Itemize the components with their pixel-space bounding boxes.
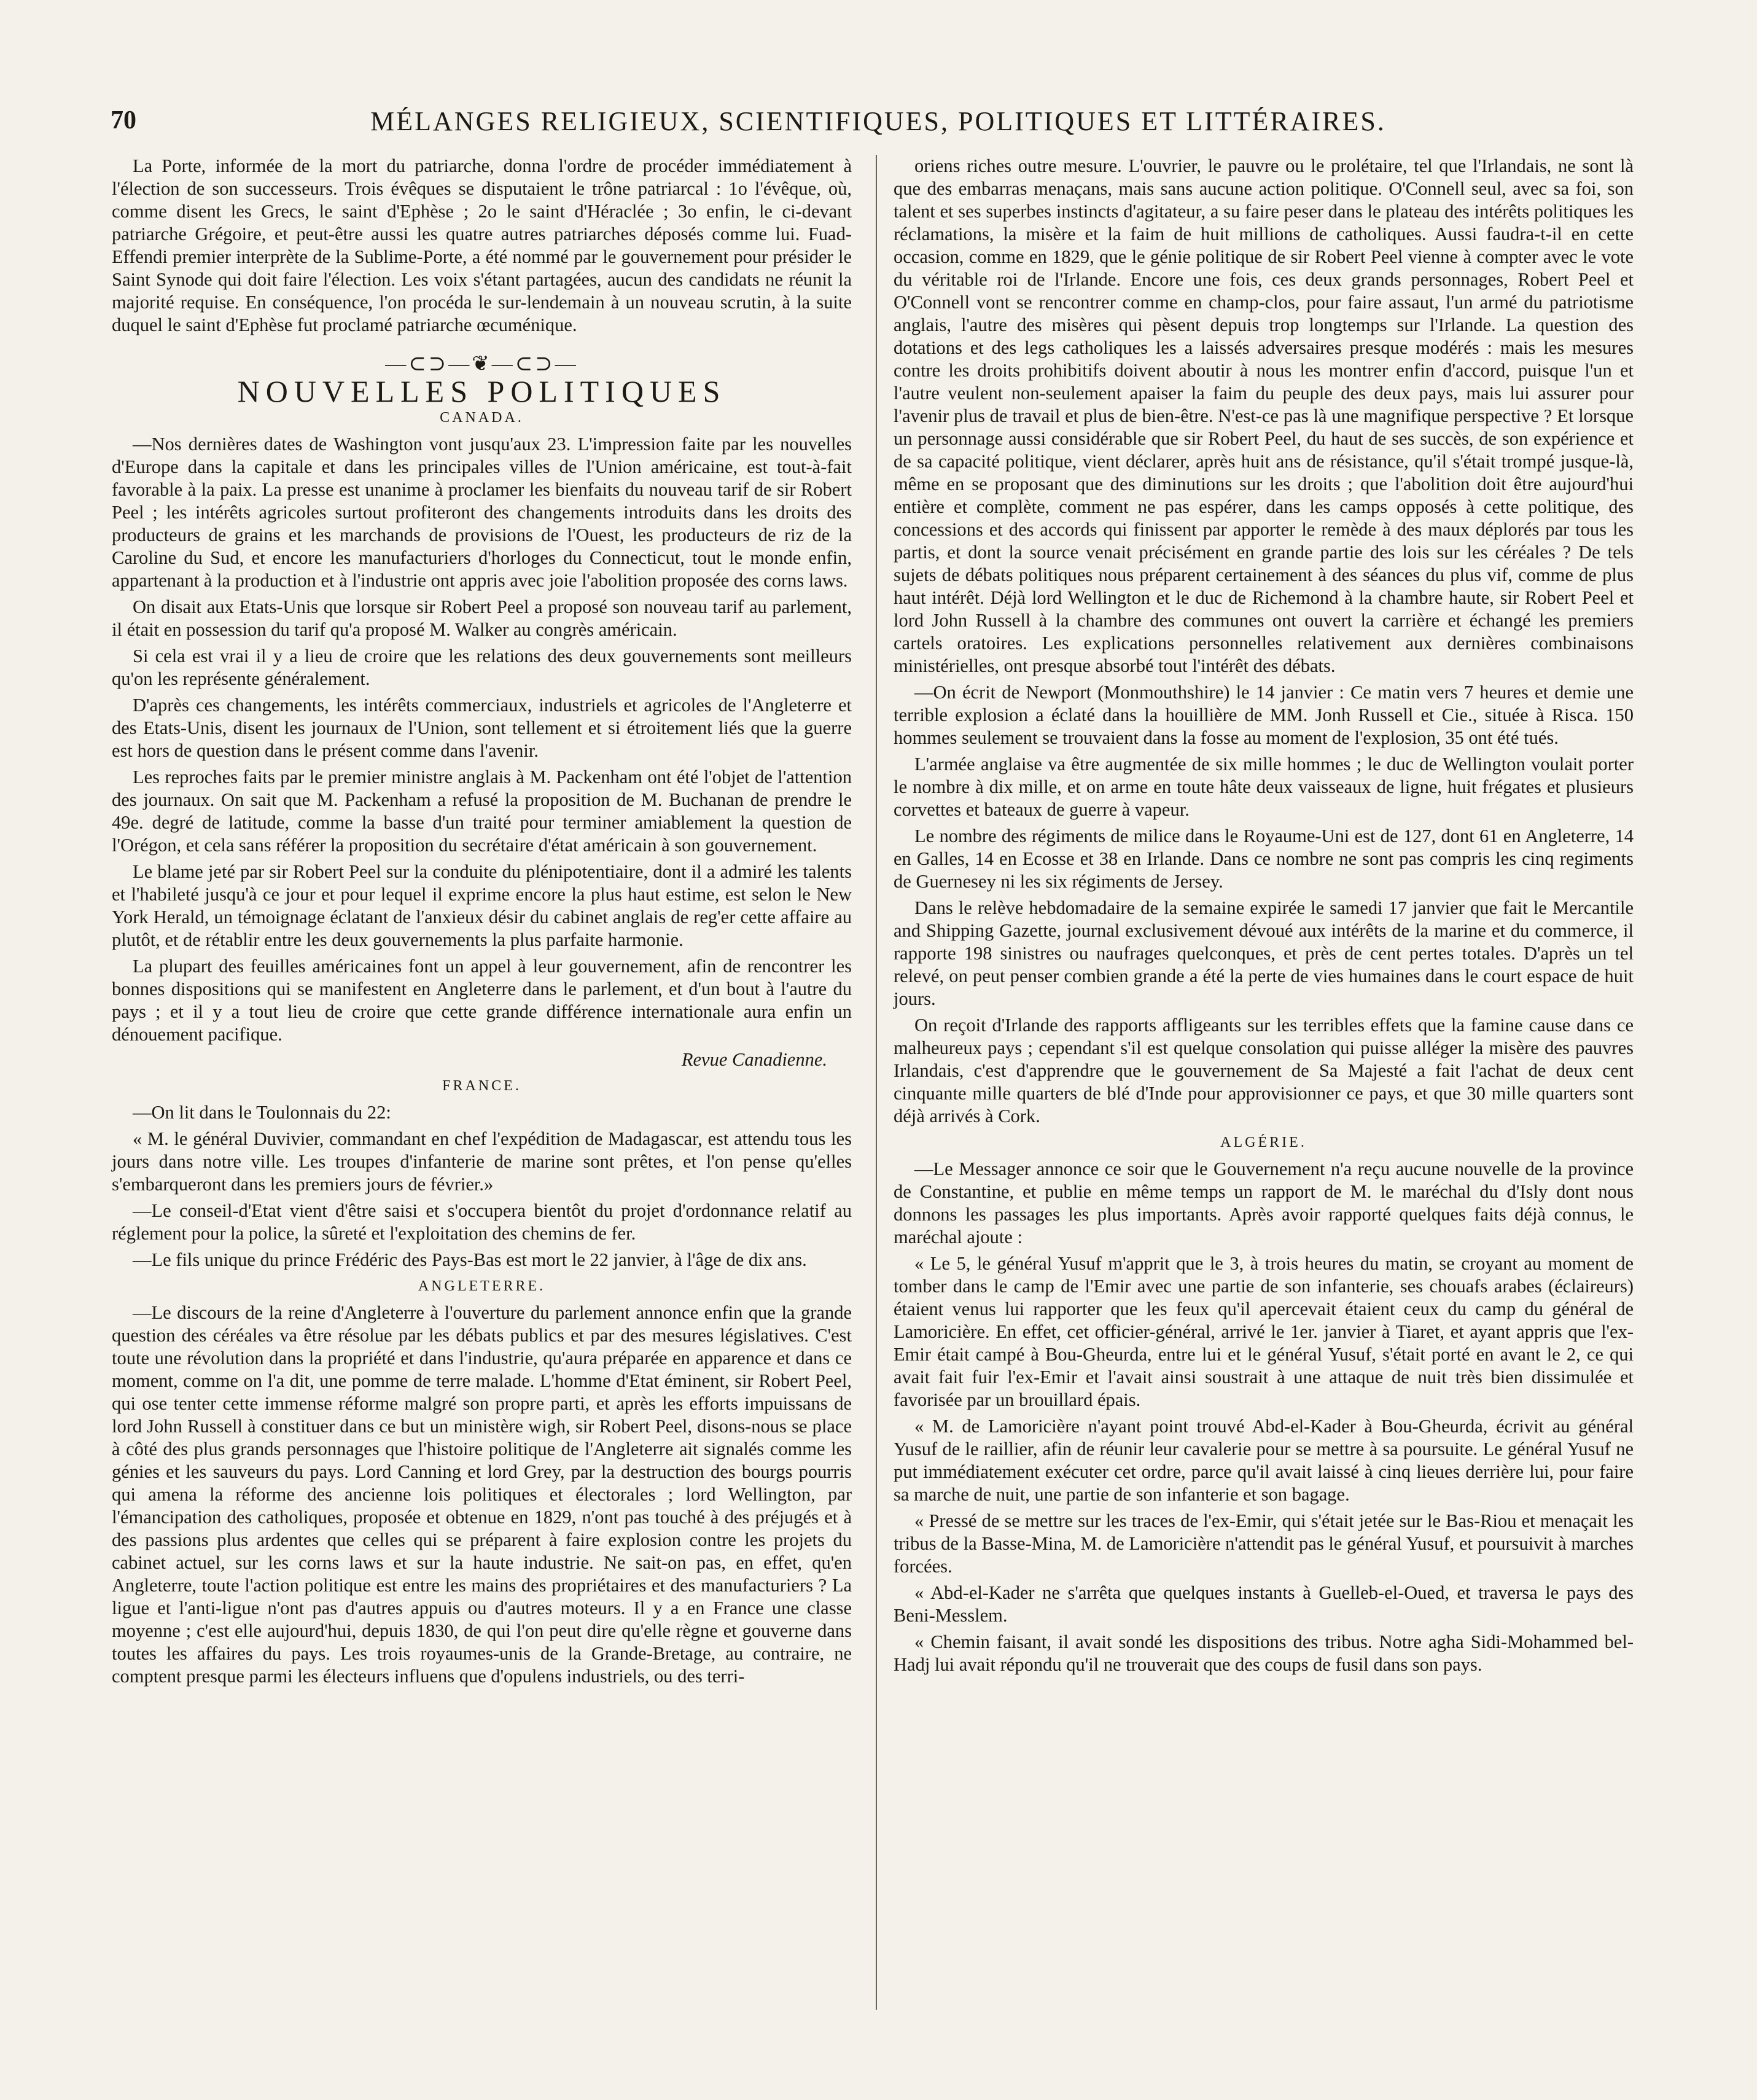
section-title: NOUVELLES POLITIQUES [237, 374, 727, 408]
algerie-paragraph: « Abd-el-Kader ne s'arrêta que quelques instants à Guelleb-el-Oued, et traversa le pays des Beni-Messlem. [894, 1582, 1634, 1626]
angleterre-heading: ANGLETERRE. [418, 1278, 546, 1294]
page-number: 70 [111, 106, 136, 135]
news-paragraph: Le nombre des régiments de milice dans le Royaume-Uni est de 127, dont 61 en Angleterre, 14 en Galles, 14 en Ecosse et 38 en Irlande. Dans ce nombre ne sont pas compris les cinq regiments de Guernesey ni les six régiments de Jersey. [894, 826, 1634, 892]
france-paragraph: « M. le général Duvivier, commandant en chef l'expédition de Madagascar, est attendu tous les jours dans notre ville. Les troupes d'infanterie de marine sont prêtes, et l'on pense qu'elles s'embarqueront dans les premiers jours de février.» [112, 1128, 852, 1195]
column-divider [876, 155, 877, 2010]
angleterre-continuation-paragraph: oriens riches outre mesure. L'ouvrier, le pauvre ou le prolétaire, tel que l'Irlandais, ne sont là que des embarras menaçans, mais sans aucune action politique. O'Connell seul, avec sa foi, son talent et ses superbes instincts d'agitateur, a su faire peser dans le plateau des intérêts politiques les réclamations, la misère et la faim de huit millions de catholiques. Aussi faudra-t-il en cette occasion, comme en 1829, que le génie politique de sir Robert Peel vienne à compter avec le vote du véritable roi de l'Irlande. Encore une fois, ces deux grands personnages, Robert Peel et O'Connell vont se rencontrer comme en champ-clos, pour faire assaut, l'un armé du patriotisme anglais, l'autre des misères qui pèsent depuis trop longtemps sur l'Irlande. La question des dotations et des legs catholiques les a laissés adversaires presque modérés : mais les mesures contre les droits prohibitifs doivent aboutir à nous les montrer enfin d'accord, puisque l'un et l'autre veulent non-seulement apaiser la faim du peuple des deux pays, mais lui assurer pour l'avenir plus de travail et plus de bien-être. N'est-ce pas là une magnifique perspective ? Et lorsque un personnage aussi considérable que sir Robert Peel, du haut de ses succès, de son expérience et de sa capacité politique, vient déclarer, après huit ans de résistance, qu'il s'était trompé jusque-là, même en se proposant que des diminutions sur les droits ; que l'abolition doit être aujourd'hui entière et complète, comment ne pas espérer, dans les camps opposés à cette politique, des concessions et des accords qui finissent par apporter le remède à des maux déplorés par tous les partis, et dont la source venait précisément en grande partie des lois sur les céréales ? De tels sujets de débats politiques nous préparent certainement à des séances du plus vif, comme de plus haut intérêt. Déjà lord Wellington et le duc de Richemond à la chambre haute, sir Robert Peel et lord John Russell à la chambre des communes ont ouvert la carrière et échangé les premiers cartels oratoires. Les explications personnelles relativement aux dernières combinaisons ministérielles, ont presque absorbé tout l'intérêt des débats. [894, 155, 1634, 676]
decorative-ornament: —⊂⊃—❦—⊂⊃— [385, 353, 579, 375]
france-paragraph: —On lit dans le Toulonnais du 22: [133, 1102, 391, 1123]
algerie-paragraph: « Le 5, le général Yusuf m'apprit que le 3, à trois heures du matin, se croyant au moment de tomber dans le camp de l'Emir avec une partie de son infanterie, ses chouafs arabes (éclaireurs) étaient venus lui rapporter que les feux qu'il apercevait étaient ceux du camp du général de Lamoricière. En effet, cet officier-général, arrivé le 1er. janvier à Tiaret, et ayant appris que l'ex-Emir était campé à Bou-Gheurda, entre lui et le général Yusuf, s'était porté en avant le 2, ce qui avait fait fuir l'ex-Emir et l'avait ainsi soustrait à une attaque de nuit très bien dissimulée et favorisée par un brouillard épais. [894, 1253, 1634, 1410]
france-paragraph: —Le fils unique du prince Frédéric des Pays-Bas est mort le 22 janvier, à l'âge de dix ans. [133, 1249, 807, 1270]
news-paragraph: Dans le relève hebdomadaire de la semaine expirée le samedi 17 janvier que fait le Mercantile and Shipping Gazette, journal exclusivement dévoué aux intérêts de la marine et du commerce, il rapporte 198 sinistres ou naufrages quelconques, et près de cent pertes totales. D'après un tel relevé, on peut penser combien grande a été la perte de vies humaines dans le court espace de huit jours. [894, 897, 1634, 1009]
news-paragraph: L'armée anglaise va être augmentée de six mille hommes ; le duc de Wellington voulait porter le nombre à dix mille, et on arme en toute hâte deux vaisseaux de ligne, huit frégates et plusieurs corvettes et bateaux de guerre à vapeur. [894, 754, 1634, 820]
news-paragraph: On reçoit d'Irlande des rapports affligeants sur les terribles effets que la famine cause dans ce malheureux pays ; cependant s'il est quelque consolation qui puisse alléger la misère des pauvres Irlandais, c'est d'apprendre que le gouvernement de Sa Majesté a fait l'achat de deux cent cinquante mille quarters de blé d'Inde pour approvisionner ce pays, et que 30 mille quarters sont déjà arrivés à Cork. [894, 1015, 1634, 1126]
canada-paragraph: Les reproches faits par le premier ministre anglais à M. Packenham ont été l'objet de l'attention des journaux. On sait que M. Packenham a refusé la proposition de M. Buchanan de prendre le 49e. degré de latitude, comme la basse d'un traité pour terminer amiablement la question de l'Orégon, et cela sans référer la proposition du secrétaire d'état américain à son gouvernement. [112, 767, 852, 856]
running-title: MÉLANGES RELIGIEUX, SCIENTIFIQUES, POLITIQUES ET LITTÉRAIRES. [370, 106, 1386, 136]
france-paragraph: —Le conseil-d'Etat vient d'être saisi et s'occupera bientôt du projet d'ordonnance relatif au réglement pour la police, la sûreté et l'exploitation des chemins de fer. [112, 1200, 852, 1244]
patriarch-election-paragraph: La Porte, informée de la mort du patriarche, donna l'ordre de procéder immédiatement à l'élection de son successeurs. Trois évêques se disputaient le trône patriarcal : 1o l'évêque, où, comme disent les Grecs, le saint d'Ephèse ; 2o le saint d'Héraclée ; 3o enfin, le ci-devant patriarche Grégoire, et peut-être aussi les quatre autres patriarches déposés comme lui. Fuad-Effendi premier interprète de la Sublime-Porte, a été nommé par le gouvernement pour présider le Saint Synode qui doit faire l'élection. Les voix s'étant partagées, aucun des candidats ne réunit la majorité requise. En conséquence, l'on procéda le sur-lendemain à un nouveau scrutin, à la suite duquel le saint d'Ephèse fut proclamé patriarche œcuménique. [112, 155, 852, 335]
algerie-paragraph: « Chemin faisant, il avait sondé les dispositions des tribus. Notre agha Sidi-Mohammed bel-Hadj lui avait répondu qu'il ne trouverait que des coups de fusil dans son pays. [894, 1631, 1634, 1675]
canada-paragraph: Le blame jeté par sir Robert Peel sur la conduite du plénipotentiaire, dont il a admiré les talents et l'habileté jusqu'à ce jour et pour lequel il exprime encore la plus haut estime, est selon le New York Herald, un témoignage éclatant de l'anxieux désir du cabinet anglais de reg'er cette affaire au plutôt, et de rétablir entre les deux gouvernements la plus parfaite harmonie. [112, 861, 852, 950]
algerie-paragraph: « Pressé de se mettre sur les traces de l'ex-Emir, qui s'était jetée sur le Bas-Riou et menaçait les tribus de la Basse-Mina, M. de Lamoricière n'attendit pas le général Yusuf, et poursuivit à marches forcées. [894, 1510, 1634, 1577]
france-heading: FRANCE. [442, 1078, 521, 1094]
canada-paragraph: On disait aux Etats-Unis que lorsque sir Robert Peel a proposé son nouveau tarif au parlement, il était en possession du tarif qu'a proposé M. Walker au congrès américain. [112, 596, 852, 640]
canada-paragraph: D'après ces changements, les intérêts commerciaux, industriels et agricoles de l'Angleterre et des Etats-Unis, disent les journaux de l'Union, sont tellement et si étroitement liés que la guerre est hors de question dans le présent comme dans l'avenir. [112, 695, 852, 761]
canada-paragraph: Si cela est vrai il y a lieu de croire que les relations des deux gouvernements sont meilleurs qu'on les représente généralement. [112, 646, 852, 689]
algerie-paragraph: —Le Messager annonce ce soir que le Gouvernement n'a reçu aucune nouvelle de la province de Constantine, et publie en même temps un rapport de M. le maréchal du d'Isly dont nous donnons les passages les plus importants. Après avoir rapporté quelques faits déjà connus, le maréchal ajoute : [894, 1158, 1634, 1247]
canada-heading: CANADA. [440, 410, 524, 426]
algerie-paragraph: « M. de Lamoricière n'ayant point trouvé Abd-el-Kader à Bou-Gheurda, écrivit au général Yusuf de le raillier, afin de réunir leur cavalerie pour se mettre à sa poursuite. Le général Yusuf ne put immédiatement exécuter cet ordre, parce qu'il avait laissé à cinq lieues derrière lui, pour faire sa marche de nuit, une partie de son infanterie et son bagage. [894, 1416, 1634, 1505]
source-signature: Revue Canadienne. [681, 1049, 827, 1070]
news-paragraph: —On écrit de Newport (Monmouthshire) le 14 janvier : Ce matin vers 7 heures et demie une terrible explosion a éclaté dans la houillière de MM. Jonh Russell et Cie., située à Risca. 150 hommes seulement se trouvaient dans la fosse au moment de l'explosion, 35 ont été tués. [894, 682, 1634, 748]
angleterre-paragraph: —Le discours de la reine d'Angleterre à l'ouverture du parlement annonce enfin que la grande question des céréales va être résolue par les débats publics et par des mesures législatives. C'est toute une révolution dans la propriété et dans l'industrie, qu'aura préparée en apparence et dans ce moment, comme on l'a dit, une pomme de terre malade. L'homme d'Etat éminent, sir Robert Peel, qui ose tenter cette immense réforme malgré son propre parti, et après les efforts impuissans de lord John Russell à constituer dans ce but un ministère wigh, sir Robert Peel, disons-nous se place à côté des plus grands personnages que l'histoire politique de l'Angleterre ait signalés comme les génies et les sauveurs du pays. Lord Canning et lord Grey, par la destruction des bourgs pourris qui amena la réforme des ancienne lois politiques et électorales ; lord Wellington, par l'émancipation des catholiques, proposée et obtenue en 1829, n'ont pas touché à des préjugés et à des passions plus ardentes que celles qui se préparent à faire explosion contre les projets du cabinet actuel, sur les corns laws et sur la haute industrie. Ne sait-on pas, en effet, qu'en Angleterre, toute l'action politique est entre les mains des propriétaires et des manufacturiers ? La ligue et l'anti-ligue n'ont pas d'autres appuis ou d'autres moteurs. Il y a en France une classe moyenne ; c'est elle aujourd'hui, depuis 1830, de qui l'on peut dire qu'elle règne et gouverne dans toutes les affaires du pays. Les trois royaumes-unis de la Grande-Bretage, au contraire, ne comptent presque parmi les électeurs influens que d'opulens industriels, ou des terri- [112, 1302, 852, 1687]
canada-paragraph: —Nos dernières dates de Washington vont jusqu'aux 23. L'impression faite par les nouvelles d'Europe dans la capitale et dans les principales villes de l'Union américaine, est tout-à-fait favorable à la paix. La presse est unanime à proclamer les bienfaits du nouveau tarif de sir Robert Peel ; les intérêts agricoles surtout profiteront des changements introduits dans les droits des producteurs de grains et les marchands de provisions de l'Ouest, les producteurs de riz de la Caroline du Sud, et encore les manufacturiers d'horloges du Connecticut, tout le monde enfin, appartenant à la production et à l'industrie ont appris avec joie l'abolition proposée des corns laws. [112, 434, 852, 591]
canada-paragraph: La plupart des feuilles américaines font un appel à leur gouvernement, afin de rencontrer les bonnes dispositions qui se manifestent en Angleterre dans le parlement, et d'un bout à l'autre du pays ; et il y a tout lieu de croire que cette grande différence internationale aura enfin un dénouement pacifique. [112, 956, 852, 1045]
page-header [111, 106, 1658, 142]
algerie-heading: ALGÉRIE. [1220, 1134, 1307, 1150]
right-column [894, 155, 1634, 1680]
left-column [112, 155, 852, 1692]
